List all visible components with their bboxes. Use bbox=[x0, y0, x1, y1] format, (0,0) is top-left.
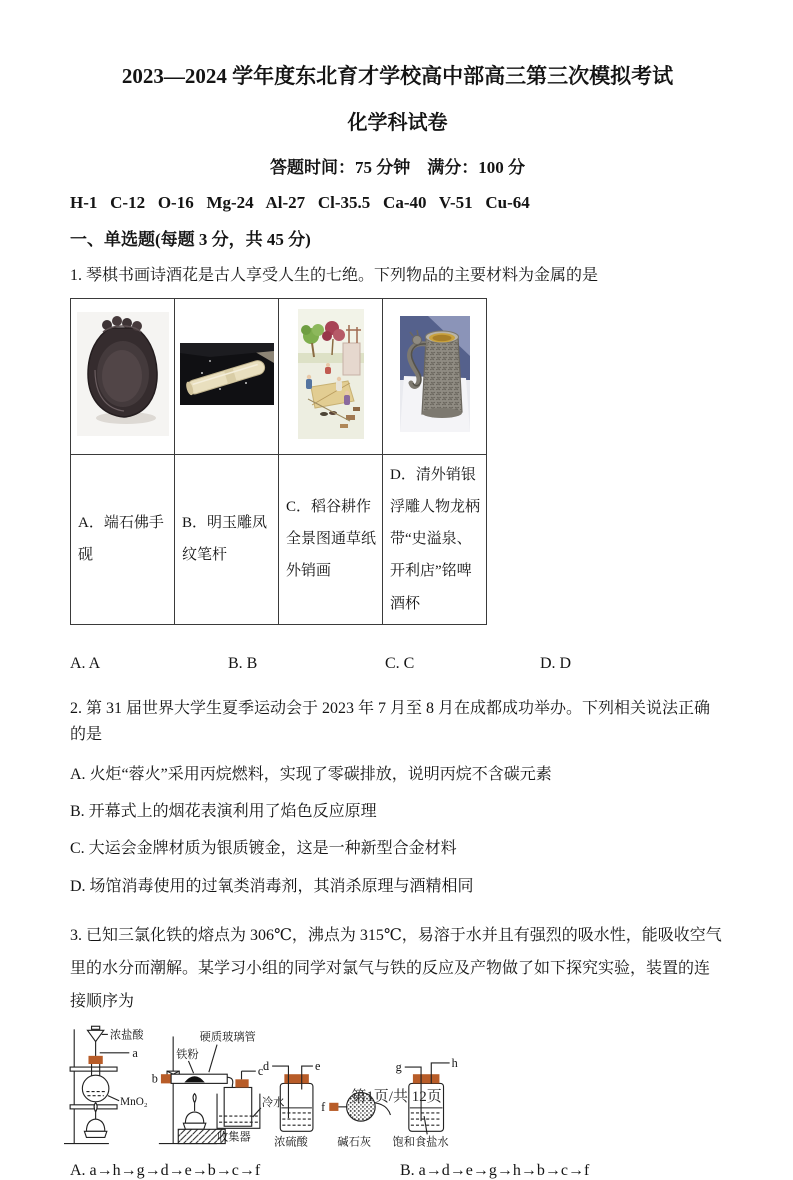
label-port-e: e bbox=[314, 1058, 321, 1073]
label-port-g: g bbox=[395, 1059, 402, 1074]
jade-brush-handle-photo bbox=[180, 343, 274, 405]
label-collector: 收集器 bbox=[217, 1131, 251, 1144]
q2-option-d: D. 场馆消毒使用的过氧类消毒剂，其消杀原理与酒精相同 bbox=[70, 877, 474, 895]
label-mno2: MnO₂ bbox=[120, 1095, 148, 1108]
atomic-masses-line: H-1 C-12 O-16 Mg-24 Al-27 Cl-35.5 Ca-40 V-51 Cu-64 bbox=[70, 193, 530, 213]
q1-choice-c: C. C bbox=[385, 654, 415, 672]
q1-cell-label-d: D．清外销银浮雕人物龙柄带“史溢泉、开利店”铭啤酒杯 bbox=[383, 454, 487, 624]
exam-info: 答题时间：75 分钟 满分：100 分 bbox=[270, 158, 525, 178]
exam-subtitle: 化学科试卷 bbox=[347, 112, 448, 135]
label-brine: 饱和食盐水 bbox=[392, 1136, 449, 1149]
q1-cell-photo-a bbox=[71, 298, 175, 454]
q1-options-table bbox=[70, 298, 487, 625]
label-iron: 铁粉 bbox=[176, 1048, 199, 1061]
q1-photo-row bbox=[71, 298, 487, 454]
q1-choice-d: D. D bbox=[540, 654, 572, 672]
exam-title: 2023—2024 学年度东北育才学校高中部高三第三次模拟考试 bbox=[121, 64, 674, 88]
silver-mug-photo bbox=[400, 316, 470, 432]
q1-label-row bbox=[71, 454, 487, 624]
q3-choices-row bbox=[70, 1162, 725, 1180]
q1-choice-b: B. B bbox=[228, 654, 258, 672]
q1-cell-photo-d bbox=[383, 298, 487, 454]
label-port-f: f bbox=[321, 1099, 326, 1114]
label-cold-water: 冷水 bbox=[261, 1096, 285, 1109]
page-footer: 第1页/共 12页 bbox=[351, 1089, 442, 1105]
inkstone-photo bbox=[77, 312, 169, 436]
q1-choices-row bbox=[70, 655, 725, 673]
q2-option-c: C. 大运会金牌材质为银质镀金，这是一种新型合金材料 bbox=[70, 840, 457, 858]
label-port-h: h bbox=[451, 1055, 458, 1070]
question-3-stem: 3. 已知三氯化铁的熔点为 306℃，沸点为 315℃，易溶于水并且有强烈的吸水性，能吸收空气里的水分而潮解。某学习小组的同学对氯气与铁的反应及产物做了如下探究实验，装置的连接顺序为 bbox=[70, 927, 722, 1010]
q1-cell-label-c: C．稻谷耕作全景图通草纸外销画 bbox=[279, 454, 383, 624]
q1-cell-label-a: A．端石佛手砚 bbox=[71, 454, 175, 624]
label-port-c: c bbox=[257, 1063, 264, 1078]
question-2-stem: 2. 第 31 届世界大学生夏季运动会于 2023 年 7 月至 8 月在成都成功举办。下列相关说法正确的是 bbox=[70, 699, 711, 744]
painting-photo bbox=[298, 309, 364, 439]
label-port-b: b bbox=[151, 1070, 158, 1085]
q2-option-a: A. 火炬“蓉火”采用丙烷燃料，实现了零碳排放，说明丙烷不含碳元素 bbox=[70, 765, 552, 783]
q3-option-a: A. a→h→g→d→e→b→c→f bbox=[70, 1161, 261, 1179]
q3-option-b: B. a→d→e→g→h→b→c→f bbox=[400, 1161, 590, 1179]
label-glass-tube: 硬质玻璃管 bbox=[199, 1031, 256, 1044]
label-h2so4: 浓硫酸 bbox=[274, 1136, 308, 1149]
q2-option-b: B. 开幕式上的烟花表演利用了焰色反应原理 bbox=[70, 803, 377, 820]
label-port-d: d bbox=[262, 1058, 270, 1073]
q1-cell-photo-b bbox=[175, 298, 279, 454]
section-heading: 一、单选题(每题 3 分，共 45 分) bbox=[70, 230, 311, 250]
q1-cell-label-b: B．明玉雕凤纹笔杆 bbox=[175, 454, 279, 624]
question-1-stem: 1. 琴棋书画诗酒花是古人享受人生的七绝。下列物品的主要材料为金属的是 bbox=[70, 267, 599, 285]
label-soda-lime: 碱石灰 bbox=[337, 1136, 372, 1149]
q1-cell-photo-c bbox=[279, 298, 383, 454]
label-hcl: 浓盐酸 bbox=[109, 1029, 144, 1042]
q1-choice-a: A. A bbox=[70, 654, 101, 672]
label-port-a: a bbox=[132, 1045, 138, 1060]
